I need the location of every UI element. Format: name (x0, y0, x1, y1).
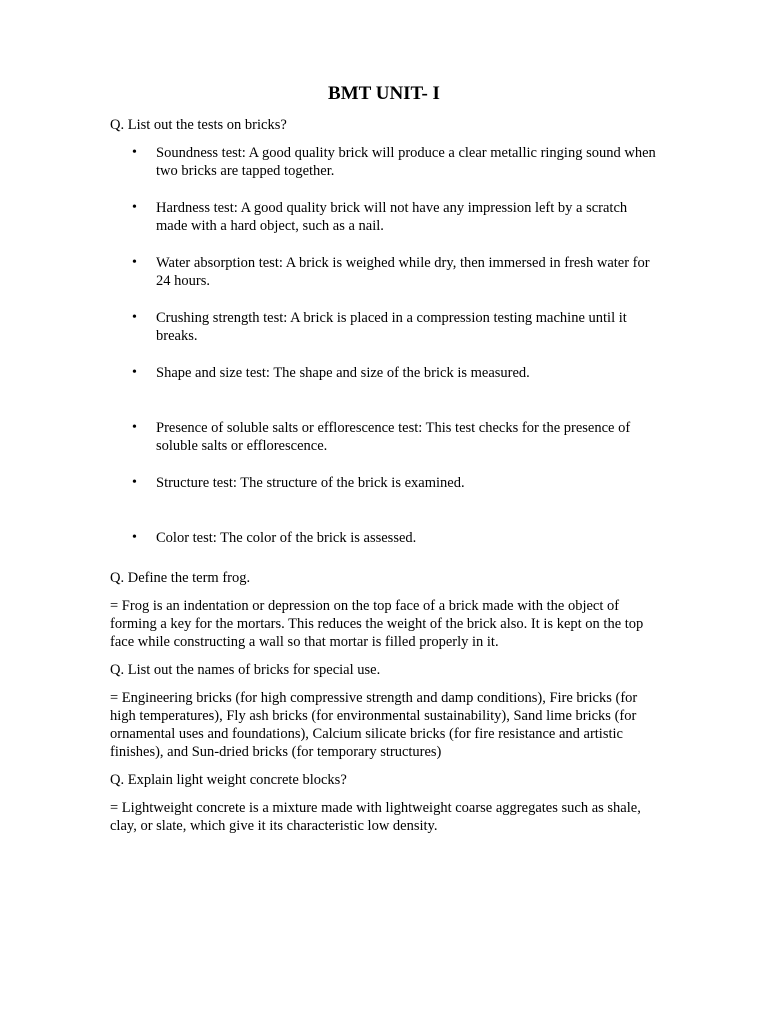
list-item (110, 529, 658, 569)
bullet-icon: • (132, 530, 137, 545)
list-item-text: Hardness test: A good quality brick will not have any impression left by a scratch made with a hard object, such as a nail. (156, 200, 628, 234)
list-item-text: Soundness test: A good quality brick will produce a clear metallic ringing sound when two bricks are tapped together. (156, 145, 656, 179)
answer-lightweight-concrete: = Lightweight concrete is a mixture made with lightweight coarse aggregates such as shale, clay, or slate, which give it its characteristic low density. (110, 800, 641, 834)
list-item (110, 474, 658, 529)
answer-define-frog: = Frog is an indentation or depression on the top face of a brick made with the object of forming a key for the mortars. This reduces the weight of the brick also. It is kept on the top face while constructing a wall so that mortar is filled properly in it. (110, 598, 644, 650)
document-page (110, 82, 658, 835)
list-item (110, 144, 658, 199)
bullet-icon: • (132, 475, 137, 490)
list-item-text: Water absorption test: A brick is weighed while dry, then immersed in fresh water for 24 hours. (156, 255, 650, 289)
page-title: BMT UNIT- I (328, 83, 440, 104)
bullet-icon: • (132, 200, 137, 215)
list-item (110, 199, 658, 254)
list-item (110, 419, 658, 474)
answer-special-bricks: = Engineering bricks (for high compressive strength and damp conditions), Fire bricks (for high temperatures), Fly ash bricks (for environmental sustainability), Sand lime bricks (for ornamental uses and foundations), Calcium silicate bricks (for fire resistance and artistic finishes), and Sun-dried bricks (for temporary structures) (110, 690, 638, 760)
bullet-icon: • (132, 365, 137, 380)
bullet-icon: • (132, 145, 137, 160)
bullet-icon: • (132, 255, 137, 270)
question-lightweight-concrete: Q. Explain light weight concrete blocks? (110, 772, 347, 788)
list-item (110, 309, 658, 364)
question-tests-on-bricks: Q. List out the tests on bricks? (110, 117, 287, 133)
list-item-text: Presence of soluble salts or efflorescence test: This test checks for the presence of soluble salts or efflorescence. (156, 420, 631, 454)
list-item (110, 254, 658, 309)
list-item-text: Shape and size test: The shape and size of the brick is measured. (156, 365, 530, 381)
bullet-icon: • (132, 420, 137, 435)
bullet-icon: • (132, 310, 137, 325)
brick-tests-list (110, 144, 658, 569)
list-item-text: Color test: The color of the brick is assessed. (156, 530, 417, 546)
list-item-text: Structure test: The structure of the brick is examined. (156, 475, 465, 491)
question-special-bricks: Q. List out the names of bricks for special use. (110, 662, 381, 678)
list-item-text: Crushing strength test: A brick is placed in a compression testing machine until it breaks. (156, 310, 627, 344)
list-item (110, 364, 658, 419)
question-define-frog: Q. Define the term frog. (110, 570, 251, 586)
